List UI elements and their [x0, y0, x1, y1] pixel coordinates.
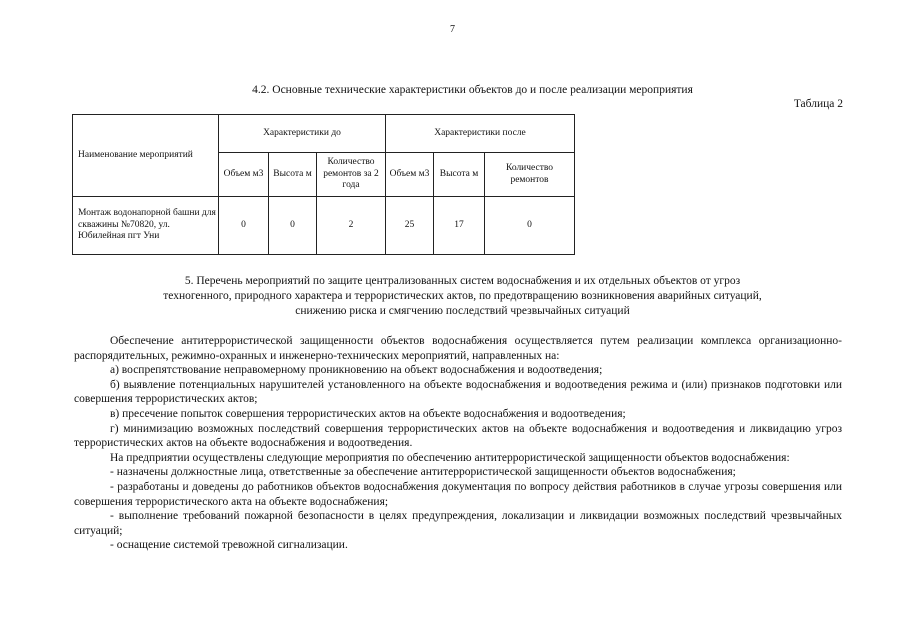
subheader-before-height: Высота м	[269, 153, 317, 197]
section-title: 4.2. Основные технические характеристики объектов до и после реализации мероприятия	[252, 84, 693, 96]
row-before-height: 0	[269, 197, 317, 255]
table-header-name: Наименование мероприятий	[73, 115, 219, 197]
paragraph: Обеспечение антитеррористической защищенности объектов водоснабжения осуществляется путем реализации комплекса организационно-распорядительных, режимно-охранных и инженерно-технических мероприятий, направленных на:	[74, 335, 842, 362]
table-caption: Таблица 2	[793, 98, 843, 110]
page-number: 7	[450, 24, 455, 35]
table-row	[73, 197, 575, 255]
paragraph: - разработаны и доведены до работников объектов водоснабжения документация по вопросу действия работников в случае угрозы совершения или совершения террористического акта на объекте водоснабжения;	[74, 480, 842, 508]
paragraph: - оснащение системой тревожной сигнализации.	[110, 539, 348, 552]
section5-heading-line: 5. Перечень мероприятий по защите централизованных систем водоснабжения и их отдельных объектов от угроз	[184, 275, 741, 287]
paragraph: в) пресечение попыток совершения террористических актов на объекте водоснабжения и водоотведения;	[110, 407, 626, 420]
table-header-after: Характеристики после	[386, 115, 575, 153]
row-after-repairs: 0	[485, 197, 575, 255]
subheader-before-repairs: Количество ремонтов за 2 года	[317, 153, 386, 197]
section5-heading-line: техногенного, природного характера и террористических актов, по предотвращению возникновения аварийных ситуаций,	[163, 289, 762, 302]
section5-heading-line: снижению риска и смягчению последствий чрезвычайных ситуаций	[295, 304, 630, 317]
row-after-volume: 25	[386, 197, 434, 255]
row-before-volume: 0	[219, 197, 269, 255]
table-header-before: Характеристики до	[219, 115, 386, 153]
paragraph: - выполнение требований пожарной безопасности в целях предупреждения, локализации и ликвидации возможных последствий чрезвычайных ситуаций;	[74, 510, 842, 537]
row-before-repairs: 2	[317, 197, 386, 255]
paragraph: а) воспрепятствование неправомерному проникновению на объект водоснабжения и водоотведения;	[110, 364, 603, 377]
row-name: Монтаж водонапорной башни для скважины №70820, ул. Юбилейная пгт Уни	[73, 197, 219, 255]
subheader-after-repairs: Количество ремонтов	[485, 153, 575, 197]
row-after-height: 17	[434, 197, 485, 255]
paragraph: г) минимизацию возможных последствий совершения террористических актов на объекте водоснабжения и водоотведения и ликвидацию угроз террористических актов на объекте водоснабжения и водоотведения.	[74, 422, 842, 450]
paragraph: б) выявление потенциальных нарушителей установленного на объекте водоснабжения и водоотведения режима и (или) признаков подготовки или совершения террористических актов;	[74, 378, 842, 406]
section5-heading	[0, 274, 905, 319]
subheader-after-volume: Объем м3	[386, 153, 434, 197]
paragraph: - назначены должностные лица, ответственные за обеспечение антитеррористической защищенности объектов водоснабжения;	[110, 466, 736, 479]
paragraph: На предприятии осуществлены следующие мероприятия по обеспечению антитеррористической защищенности объектов водоснабжения:	[110, 451, 790, 464]
characteristics-table	[72, 114, 575, 255]
body-text	[74, 334, 842, 553]
subheader-after-height: Высота м	[434, 153, 485, 197]
subheader-before-volume: Объем м3	[219, 153, 269, 197]
